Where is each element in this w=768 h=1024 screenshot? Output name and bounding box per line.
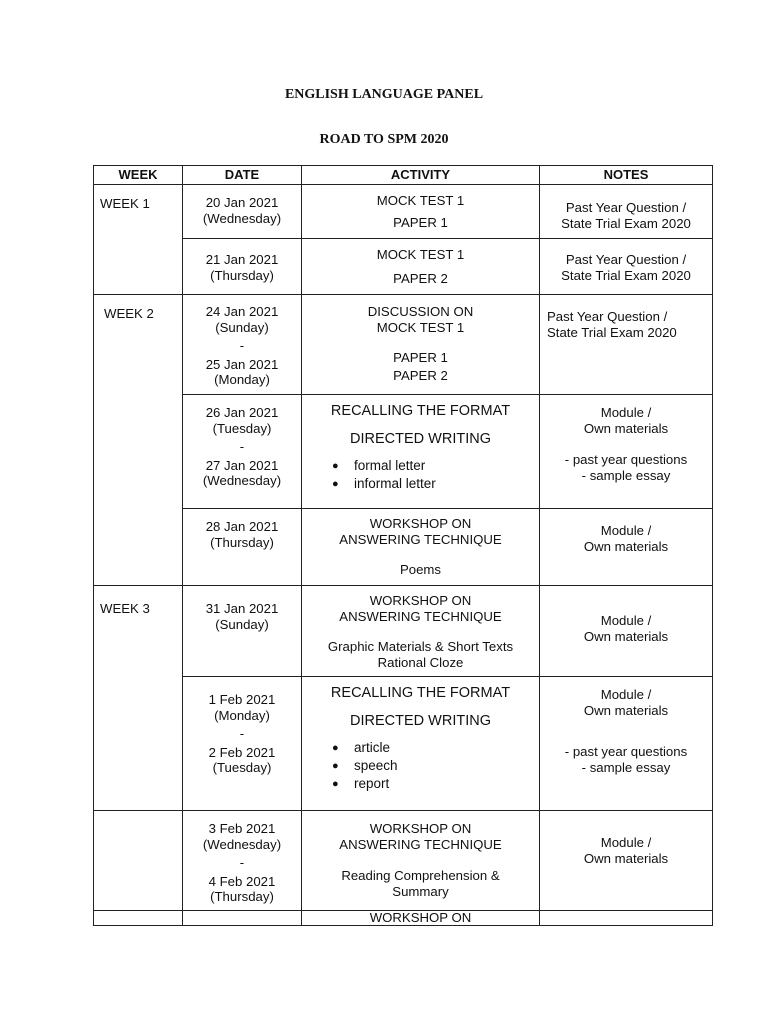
list-item: ● formal letter — [332, 457, 539, 475]
column-header-date: DATE — [183, 166, 302, 185]
schedule-table — [93, 165, 713, 926]
date-line: 28 Jan 2021 — [205, 519, 279, 534]
notes-line: Own materials — [583, 420, 669, 436]
day-line: (Monday) — [214, 707, 270, 723]
table-row — [94, 395, 713, 509]
activity-line: PAPER 2 — [393, 367, 448, 383]
activity-line: Graphic Materials & Short Texts — [327, 639, 514, 654]
notes-line: Own materials — [583, 538, 669, 554]
list-item: ● report — [332, 775, 539, 793]
table-row — [94, 509, 713, 586]
activity-line: MOCK TEST 1 — [376, 319, 465, 335]
notes-line: Past Year Question / — [565, 252, 687, 267]
notes-line: - sample essay — [581, 759, 671, 775]
day-line: (Wednesday) — [202, 210, 282, 226]
notes-cell — [540, 911, 713, 926]
range-dash: - — [239, 439, 245, 454]
date-cell — [183, 677, 302, 811]
activity-line: PAPER 2 — [393, 270, 448, 286]
activity-cell — [302, 509, 540, 586]
activity-line: PAPER 1 — [393, 350, 448, 365]
list-item: ● speech — [332, 757, 539, 775]
notes-line: Own materials — [583, 850, 669, 866]
date-line: 24 Jan 2021 — [205, 304, 279, 319]
notes-line: - past year questions — [564, 452, 688, 467]
table-row — [94, 911, 713, 926]
activity-cell — [302, 185, 540, 239]
activity-line: ANSWERING TECHNIQUE — [339, 608, 502, 624]
table-row — [94, 185, 713, 239]
column-header-activity: ACTIVITY — [302, 166, 540, 185]
notes-line: Own materials — [583, 628, 669, 644]
list-item: ● informal letter — [332, 475, 539, 493]
week-cell — [94, 911, 183, 926]
week-cell — [94, 811, 183, 911]
table-row — [94, 811, 713, 911]
week-cell — [94, 185, 183, 295]
date-cell — [183, 911, 302, 926]
notes-line: - past year questions — [564, 744, 688, 759]
activity-cell — [302, 295, 540, 395]
notes-cell — [540, 586, 713, 677]
date-cell — [183, 586, 302, 677]
date-line: 2 Feb 2021 — [208, 744, 276, 760]
week-cell — [94, 295, 183, 586]
notes-line: Own materials — [583, 702, 669, 718]
date-line: 20 Jan 2021 — [205, 195, 279, 210]
activity-line: Poems — [399, 562, 442, 577]
date-line: 25 Jan 2021 — [205, 356, 279, 372]
day-line: (Thursday) — [210, 534, 274, 550]
column-header-notes: NOTES — [540, 166, 713, 185]
activity-heading: RECALLING THE FORMAT — [330, 403, 511, 419]
activity-cell — [302, 395, 540, 509]
date-cell — [183, 295, 302, 395]
activity-line: Summary — [392, 883, 449, 899]
document-subtitle: ROAD TO SPM 2020 — [319, 132, 449, 147]
activity-cell — [302, 586, 540, 677]
table-row — [94, 239, 713, 295]
week-label: WEEK 1 — [100, 196, 150, 211]
column-header-week: WEEK — [94, 166, 183, 185]
table-row — [94, 295, 713, 395]
date-cell — [183, 509, 302, 586]
day-line: (Sunday) — [215, 616, 269, 632]
range-dash: - — [239, 855, 245, 870]
notes-line: Module / — [600, 405, 652, 420]
week-label: WEEK 2 — [104, 306, 154, 321]
date-line: 26 Jan 2021 — [205, 405, 279, 420]
date-cell — [183, 239, 302, 295]
bullet-list — [302, 739, 539, 793]
week-label: WEEK 3 — [100, 601, 150, 616]
notes-line: State Trial Exam 2020 — [561, 267, 691, 283]
day-line: (Tuesday) — [212, 760, 272, 775]
activity-line: WORKSHOP ON — [369, 516, 472, 531]
activity-heading: DIRECTED WRITING — [350, 430, 491, 447]
panel-title: ENGLISH LANGUAGE PANEL — [284, 87, 484, 102]
notes-line: Past Year Question / — [565, 200, 687, 215]
activity-line: WORKSHOP ON — [369, 821, 472, 836]
activity-cell — [302, 677, 540, 811]
notes-line: Module / — [600, 523, 652, 538]
date-line: 21 Jan 2021 — [205, 252, 279, 267]
activity-heading: RECALLING THE FORMAT — [330, 685, 511, 701]
date-line: 27 Jan 2021 — [205, 457, 279, 473]
notes-cell — [540, 185, 713, 239]
week-cell — [94, 586, 183, 811]
notes-cell — [540, 239, 713, 295]
day-line: (Wednesday) — [202, 836, 282, 852]
activity-line: MOCK TEST 1 — [376, 193, 465, 208]
notes-cell — [540, 677, 713, 811]
activity-line: Rational Cloze — [377, 654, 464, 670]
range-dash: - — [239, 726, 245, 741]
list-item: ● article — [332, 739, 539, 757]
day-line: (Sunday) — [215, 319, 269, 335]
date-cell — [183, 185, 302, 239]
table-row — [94, 586, 713, 677]
day-line: (Thursday) — [210, 889, 274, 904]
date-cell — [183, 811, 302, 911]
activity-cell — [302, 911, 540, 926]
activity-line: WORKSHOP ON — [369, 910, 472, 925]
date-line: 31 Jan 2021 — [205, 601, 279, 616]
notes-line: - sample essay — [581, 467, 671, 483]
notes-line: Module / — [600, 613, 652, 628]
notes-cell — [540, 295, 713, 395]
activity-line: DISCUSSION ON — [367, 304, 474, 319]
activity-line: ANSWERING TECHNIQUE — [339, 836, 502, 852]
activity-line: PAPER 1 — [393, 214, 448, 230]
activity-line: MOCK TEST 1 — [376, 247, 465, 262]
range-dash: - — [239, 338, 245, 353]
notes-line: State Trial Exam 2020 — [561, 215, 691, 231]
date-line: 4 Feb 2021 — [208, 873, 276, 889]
day-line: (Tuesday) — [212, 420, 272, 436]
notes-line: State Trial Exam 2020 — [547, 324, 677, 340]
activity-cell — [302, 239, 540, 295]
activity-heading: DIRECTED WRITING — [350, 712, 491, 729]
activity-cell — [302, 811, 540, 911]
table-row — [94, 677, 713, 811]
day-line: (Wednesday) — [202, 473, 282, 488]
table-header-row — [94, 166, 713, 185]
notes-cell — [540, 395, 713, 509]
day-line: (Monday) — [214, 372, 270, 387]
day-line: (Thursday) — [210, 267, 274, 283]
date-line: 1 Feb 2021 — [208, 692, 276, 707]
date-line: 3 Feb 2021 — [208, 821, 276, 836]
notes-cell — [540, 509, 713, 586]
bullet-list — [302, 457, 539, 493]
activity-line: Reading Comprehension & — [341, 868, 500, 883]
notes-line: Module / — [600, 687, 652, 702]
activity-line: WORKSHOP ON — [369, 593, 472, 608]
notes-cell — [540, 811, 713, 911]
date-cell — [183, 395, 302, 509]
notes-line: Module / — [600, 835, 652, 850]
activity-line: ANSWERING TECHNIQUE — [339, 531, 502, 547]
notes-line: Past Year Question / — [547, 309, 668, 324]
